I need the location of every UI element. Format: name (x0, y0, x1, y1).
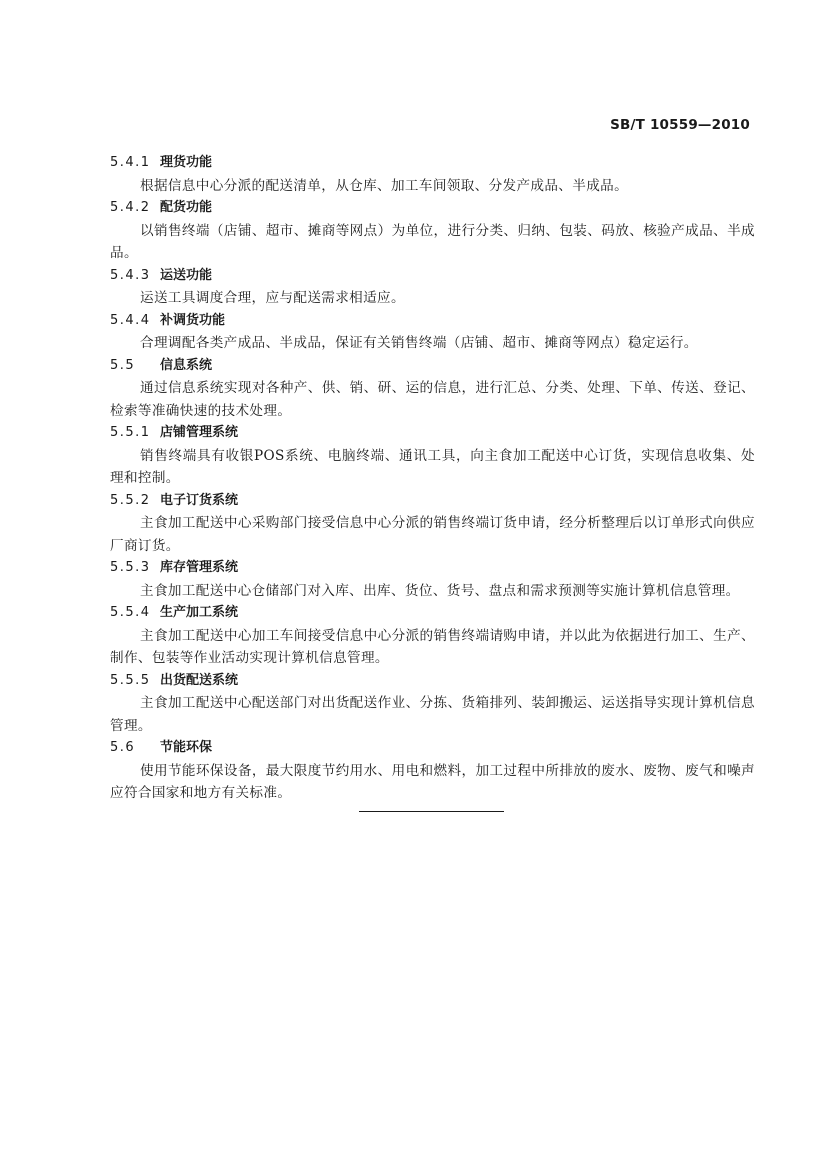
section-5-5-3 (110, 557, 755, 602)
section-number: 5.5.3 (110, 560, 151, 575)
section-number: 5.5 (110, 357, 136, 373)
section-heading (110, 310, 755, 333)
section-heading (110, 355, 755, 378)
section-number: 5.5.4 (110, 605, 151, 620)
section-heading (110, 152, 755, 175)
section-paragraph: 根据信息中心分派的配送清单，从仓库、加工车间领取、分发产成品、半成品。 (140, 177, 629, 194)
section-number: 5.4.3 (110, 267, 151, 283)
section-paragraph: 主食加工配送中心加工车间接受信息中心分派的销售终端请购申请，并以此为依据进行加工、生产、制作、包装等作业活动实现计算机信息管理。 (110, 627, 755, 666)
section-paragraph: 主食加工配送中心采购部门接受信息中心分派的销售终端订货申请，经分析整理后以订单形式向供应厂商订货。 (110, 515, 755, 554)
section-paragraph: 合理调配各类产成品、半成品，保证有关销售终端（店铺、超市、摊商等网点）稳定运行。 (140, 335, 698, 351)
section-title: 理货功能 (160, 155, 213, 170)
section-title: 库存管理系统 (160, 560, 239, 575)
section-title: 补调货功能 (160, 312, 226, 328)
section-paragraph: 主食加工配送中心配送部门对出货配送作业、分拣、货箱排列、装卸搬运、运送指导实现计算机信息管理。 (110, 695, 755, 734)
section-title: 节能环保 (160, 740, 213, 755)
section-5-5-1 (110, 422, 755, 490)
section-5-4-4 (110, 310, 755, 355)
section-title: 生产加工系统 (160, 605, 239, 620)
section-paragraph: 使用节能环保设备，最大限度节约用水、用电和燃料，加工过程中所排放的废水、废物、废气和噪声应符合国家和地方有关标准。 (110, 762, 755, 801)
section-5-4-1 (110, 152, 755, 197)
section-number: 5.4.2 (110, 200, 151, 215)
section-heading (110, 737, 755, 760)
document-body (110, 152, 755, 805)
section-heading (110, 670, 755, 693)
section-paragraph: 以销售终端（店铺、超市、摊商等网点）为单位，进行分类、归纳、包装、码放、核验产成品、半成品。 (110, 222, 755, 261)
section-title: 配货功能 (160, 200, 213, 215)
section-title: 出货配送系统 (160, 672, 239, 688)
section-5-4-2 (110, 197, 755, 265)
section-paragraph: 通过信息系统实现对各种产、供、销、研、运的信息，进行汇总、分类、处理、下单、传送、登记、检索等准确快速的技术处理。 (110, 380, 755, 419)
section-5-5-2 (110, 490, 755, 558)
section-title: 店铺管理系统 (160, 425, 239, 440)
section-5-5-4 (110, 602, 755, 670)
section-heading (110, 490, 755, 513)
section-5-6 (110, 737, 755, 805)
section-number: 5.4.4 (110, 312, 151, 328)
section-heading (110, 602, 755, 625)
section-title: 信息系统 (160, 357, 213, 373)
section-number: 5.5.1 (110, 425, 151, 440)
section-number: 5.6 (110, 740, 136, 755)
section-5-5-5 (110, 670, 755, 738)
end-of-document-rule (359, 811, 504, 812)
section-paragraph: 销售终端具有收银POS系统、电脑终端、通讯工具，向主食加工配送中心订货，实现信息收集、处理和控制。 (110, 447, 755, 486)
section-heading (110, 422, 755, 445)
section-5-5 (110, 355, 755, 423)
section-heading (110, 265, 755, 288)
section-paragraph: 运送工具调度合理，应与配送需求相适应。 (140, 290, 405, 306)
standard-code: SB/T 10559—2010 (610, 117, 750, 133)
section-5-4-3 (110, 265, 755, 310)
section-heading (110, 557, 755, 580)
section-number: 5.5.2 (110, 492, 151, 508)
section-title: 电子订货系统 (160, 492, 239, 508)
section-heading (110, 197, 755, 220)
section-paragraph: 主食加工配送中心仓储部门对入库、出库、货位、货号、盘点和需求预测等实施计算机信息管理。 (140, 582, 740, 599)
section-number: 5.5.5 (110, 672, 151, 688)
section-number: 5.4.1 (110, 155, 151, 170)
section-title: 运送功能 (160, 267, 213, 283)
